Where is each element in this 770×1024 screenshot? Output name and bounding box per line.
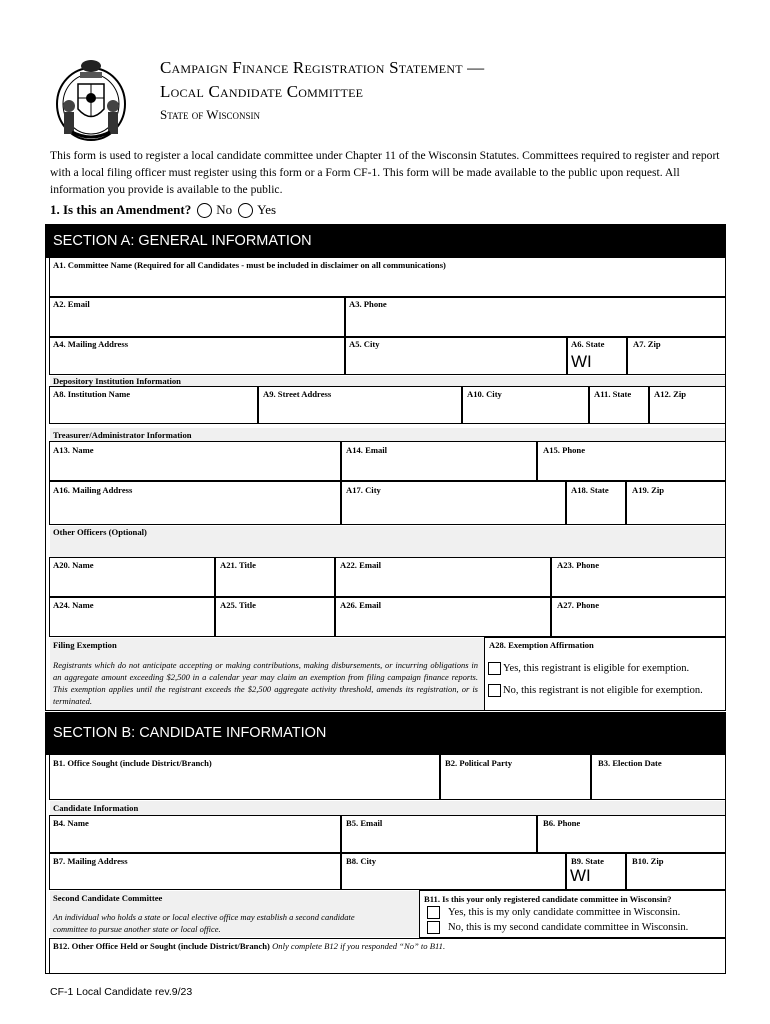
a12-label: A12. Zip — [654, 389, 686, 399]
exemption-text: Registrants which do not anticipate accepting or making contributions, making disbursements, or incurring obligations in an aggregate amount exceeding $2,500 in a calendar year may claim an exemption from filing campaign finance reports. This exemption applies until the registrant exceeds the $2,500 aggregate activity threshold, amends its registration, or is terminated. — [53, 660, 478, 706]
second-committee-text: An individual who holds a state or local elective office may establish a second candidate committee to pursue another state or local office. — [53, 912, 355, 934]
b11-yes-checkbox[interactable] — [427, 906, 440, 919]
a5-label: A5. City — [349, 339, 380, 349]
a27-label: A27. Phone — [557, 600, 600, 610]
a23-label: A23. Phone — [557, 560, 600, 570]
a10-label: A10. City — [467, 389, 502, 399]
b2-label: B2. Political Party — [445, 758, 513, 768]
b9-state-value: WI — [570, 866, 591, 885]
b11-no-label: No, this is my second candidate committee in Wisconsin. — [448, 922, 689, 933]
a28-yes-checkbox[interactable] — [488, 662, 501, 675]
b8-label: B8. City — [346, 856, 377, 866]
b5-label: B5. Email — [346, 818, 383, 828]
a26-label: A26. Email — [340, 600, 382, 610]
section-a-header: SECTION A: GENERAL INFORMATION — [45, 224, 726, 257]
a2-label: A2. Email — [53, 299, 90, 309]
a16-label: A16. Mailing Address — [53, 485, 133, 495]
b11-label: B11. Is this your only registered candidate committee in Wisconsin? — [424, 894, 672, 904]
form-title-line1: Campaign Finance Registration Statement — — [160, 58, 485, 77]
b11-no-option — [427, 921, 688, 934]
section-b-header: SECTION B: CANDIDATE INFORMATION — [45, 712, 726, 754]
form-footer: CF-1 Local Candidate rev.9/23 — [50, 986, 193, 998]
amendment-yes-label: Yes — [257, 202, 277, 217]
a28-yes-option — [488, 662, 689, 675]
officers-heading: Other Officers (Optional) — [53, 527, 147, 537]
a7-label: A7. Zip — [633, 339, 661, 349]
filing-exemption-heading: Filing Exemption — [53, 640, 117, 650]
a25-label: A25. Title — [220, 600, 256, 610]
amendment-label: 1. Is this an Amendment? — [50, 202, 192, 217]
amendment-no-label: No — [216, 202, 233, 217]
amendment-question — [50, 202, 276, 218]
a28-no-label: No, this registrant is not eligible for exemption. — [503, 685, 703, 696]
amendment-yes-radio[interactable] — [238, 203, 253, 218]
a24-label: A24. Name — [53, 600, 94, 610]
form-subtitle: State of Wisconsin — [160, 107, 261, 122]
depository-heading: Depository Institution Information — [53, 376, 181, 386]
b3-label: B3. Election Date — [598, 758, 662, 768]
b11-yes-label: Yes, this is my only candidate committee in Wisconsin. — [448, 907, 681, 918]
a11-label: A11. State — [594, 389, 632, 399]
b12-note: Only complete B12 if you responded “No” to B11. — [272, 941, 446, 951]
a19-label: A19. Zip — [632, 485, 664, 495]
b6-label: B6. Phone — [543, 818, 581, 828]
a20-label: A20. Name — [53, 560, 94, 570]
phone-field[interactable] — [345, 297, 726, 337]
a28-no-option — [488, 684, 703, 697]
a3-label: A3. Phone — [349, 299, 387, 309]
a28-yes-label: Yes, this registrant is eligible for exemption. — [503, 663, 690, 674]
b9-label: B9. State — [571, 856, 604, 866]
a1-label: A1. Committee Name (Required for all Candidates - must be included in disclaimer on all communications) — [53, 260, 446, 270]
candidate-heading: Candidate Information — [53, 803, 139, 813]
a13-label: A13. Name — [53, 445, 94, 455]
b12-title: B12. Other Office Held or Sought (include District/Branch) — [53, 941, 270, 951]
b1-label: B1. Office Sought (include District/Branch) — [53, 758, 212, 768]
a8-label: A8. Institution Name — [53, 389, 131, 399]
wisconsin-state-seal — [52, 54, 130, 144]
a28-no-checkbox[interactable] — [488, 684, 501, 697]
candidate-bg — [50, 801, 725, 815]
a14-label: A14. Email — [346, 445, 388, 455]
a15-label: A15. Phone — [543, 445, 586, 455]
a6-label: A6. State — [571, 339, 605, 349]
b11-no-checkbox[interactable] — [427, 921, 440, 934]
b11-yes-option — [427, 906, 680, 919]
candidate-name-field[interactable] — [49, 815, 341, 853]
treasurer-heading: Treasurer/Administrator Information — [53, 430, 192, 440]
b7-label: B7. Mailing Address — [53, 856, 128, 866]
a4-label: A4. Mailing Address — [53, 339, 129, 349]
a21-label: A21. Title — [220, 560, 256, 570]
intro-text: This form is used to register a local candidate committee under Chapter 11 of the Wisconsin Statutes. Committees required to register and report with a local filing officer must register using this form or a Form CF-1. This form will be made available to the public upon request. All information you provide is available to the public. — [50, 149, 720, 196]
a22-label: A22. Email — [340, 560, 382, 570]
form-title-line2: Local Candidate Committee — [160, 82, 364, 101]
b4-label: B4. Name — [53, 818, 89, 828]
a18-label: A18. State — [571, 485, 609, 495]
amendment-no-radio[interactable] — [197, 203, 212, 218]
a17-label: A17. City — [346, 485, 381, 495]
a28-label: A28. Exemption Affirmation — [489, 640, 594, 650]
second-committee-heading: Second Candidate Committee — [53, 893, 163, 903]
b12-label — [53, 941, 445, 951]
a9-label: A9. Street Address — [263, 389, 332, 399]
b10-label: B10. Zip — [632, 856, 664, 866]
email-field[interactable] — [49, 297, 345, 337]
a6-state-value: WI — [571, 352, 592, 371]
officers-bg — [50, 526, 725, 557]
